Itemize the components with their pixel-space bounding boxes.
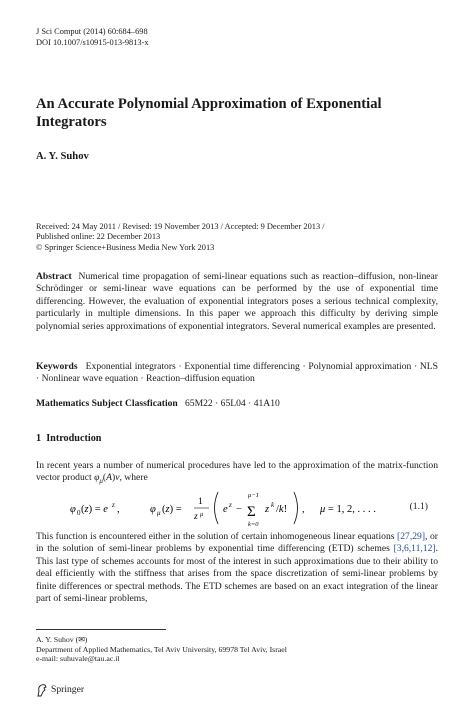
svg-text:φ: φ [70, 504, 76, 515]
footnote-affiliation: Department of Applied Mathematics, Tel Aviv University, 69978 Tel Aviv, Israel [36, 644, 287, 654]
dates-line-published: Published online: 22 December 2013 [36, 232, 161, 242]
abstract-label: Abstract [36, 271, 72, 282]
svg-text:Σ: Σ [247, 504, 256, 520]
msc-label: Mathematics Subject Classfication [36, 398, 178, 409]
svg-text:e: e [223, 504, 228, 515]
svg-text:(z) = e: (z) = e [81, 504, 108, 515]
footnote-email: e-mail: suhuvale@tau.ac.il [36, 654, 120, 663]
footnote-author: A. Y. Suhov (✉) [36, 635, 88, 644]
paper-author: A. Y. Suhov [36, 151, 89, 162]
svg-text:z: z [112, 501, 115, 509]
journal-citation: J Sci Comput (2014) 60:684–698 [36, 27, 148, 36]
svg-text:z: z [229, 501, 232, 509]
dates-line-received: Received: 24 May 2011 / Revised: 19 November 2013 / Accepted: 9 December 2013 / [36, 222, 325, 231]
svg-text:k: k [271, 501, 275, 509]
svg-text:/k!: /k! [276, 504, 288, 515]
keywords-text: Exponential integrators · Exponential time differencing · Polynomial approximation · NLS · Nonlinear wave equation · Reaction–diffusion equation [36, 361, 438, 385]
equation-graphic [70, 488, 400, 528]
svg-text:μ: μ [157, 509, 161, 517]
abstract [36, 271, 438, 333]
msc-codes: 65M22 · 65L04 · 41A10 [184, 398, 280, 409]
svg-text:μ = 1, 2, . . . .: μ = 1, 2, . . . . [320, 504, 376, 515]
msc-classification [36, 398, 438, 410]
author-footnote [36, 635, 438, 664]
citation-link-3-6-11-12[interactable]: [3,6,11,12] [393, 543, 436, 555]
footnote-divider [36, 629, 166, 630]
dates-line-copyright: © Springer Science+Business Media New York 2013 [36, 242, 215, 252]
svg-text:z: z [265, 504, 270, 515]
svg-text:μ: μ [200, 511, 204, 518]
abstract-text: Numerical time propagation of semi-linear equations such as reaction–diffusion, non-linear Schrödinger or semi-linear wave equations can be performed by the use of exponential time differencing. However, the evaluation of exponential integrators poses a serious technical complexity, particularly in multiple dimensions. In this paper we approach this difficulty by deriving simple polynomial series approximations of exponential integrators. Several numerical examples are presented. [36, 271, 438, 332]
intro-text: In recent years a number of numerical procedures have led to the approximation of the matrix-function vector product [36, 460, 438, 484]
body-paragraph [36, 531, 438, 605]
publisher-name: Springer [51, 684, 85, 696]
keywords [36, 361, 438, 386]
svg-text:z: z [194, 512, 198, 522]
svg-text:1: 1 [198, 497, 203, 507]
publication-dates [36, 222, 438, 253]
body-text-2: , or in the solution of semi-linear problems by exponential time differencing (ETD) schemes [36, 531, 438, 555]
inline-math-phi-mu-av: $\varphi_\mu(A)v$ [94, 472, 120, 486]
intro-text-end: , where [119, 472, 148, 484]
publisher-mark [36, 683, 84, 697]
section-heading [36, 433, 101, 444]
svg-text:,: , [117, 504, 120, 515]
svg-text:φ: φ [150, 504, 156, 515]
keywords-label: Keywords [36, 361, 78, 372]
section-number: 1 [36, 433, 42, 444]
paper-title: An Accurate Polynomial Approximation of Exponential Integrators [36, 96, 382, 130]
svg-text:μ−1: μ−1 [248, 492, 259, 499]
svg-text:−: − [236, 504, 242, 515]
springer-horse-icon [36, 683, 48, 697]
svg-text:0: 0 [77, 509, 81, 517]
svg-text:,: , [302, 504, 305, 515]
equation-number: (1.1) [409, 501, 428, 512]
citation-link-27-29[interactable]: [27,29] [397, 531, 426, 542]
body-text-1: This function is encountered either in the solution of certain inhomogeneous linear equations [36, 531, 395, 542]
body-text-3: . This last type of schemes accounts for most of the interest in such approximations due to their ability to deal efficiently with the stiffness that arises from the space discretization of semi-linear problems by finite differences or spectral methods. The ETD schemes are based on an exact integration of the linear part of semi-linear problems, [36, 543, 438, 605]
intro-paragraph [36, 460, 438, 488]
journal-header [36, 27, 149, 48]
svg-text:(z) =: (z) = [162, 504, 182, 515]
equation-1-1 [70, 488, 438, 528]
svg-text:k=0: k=0 [248, 521, 259, 528]
section-title: Introduction [46, 433, 102, 444]
journal-doi: DOI 10.1007/s10915-013-9813-x [36, 37, 149, 47]
